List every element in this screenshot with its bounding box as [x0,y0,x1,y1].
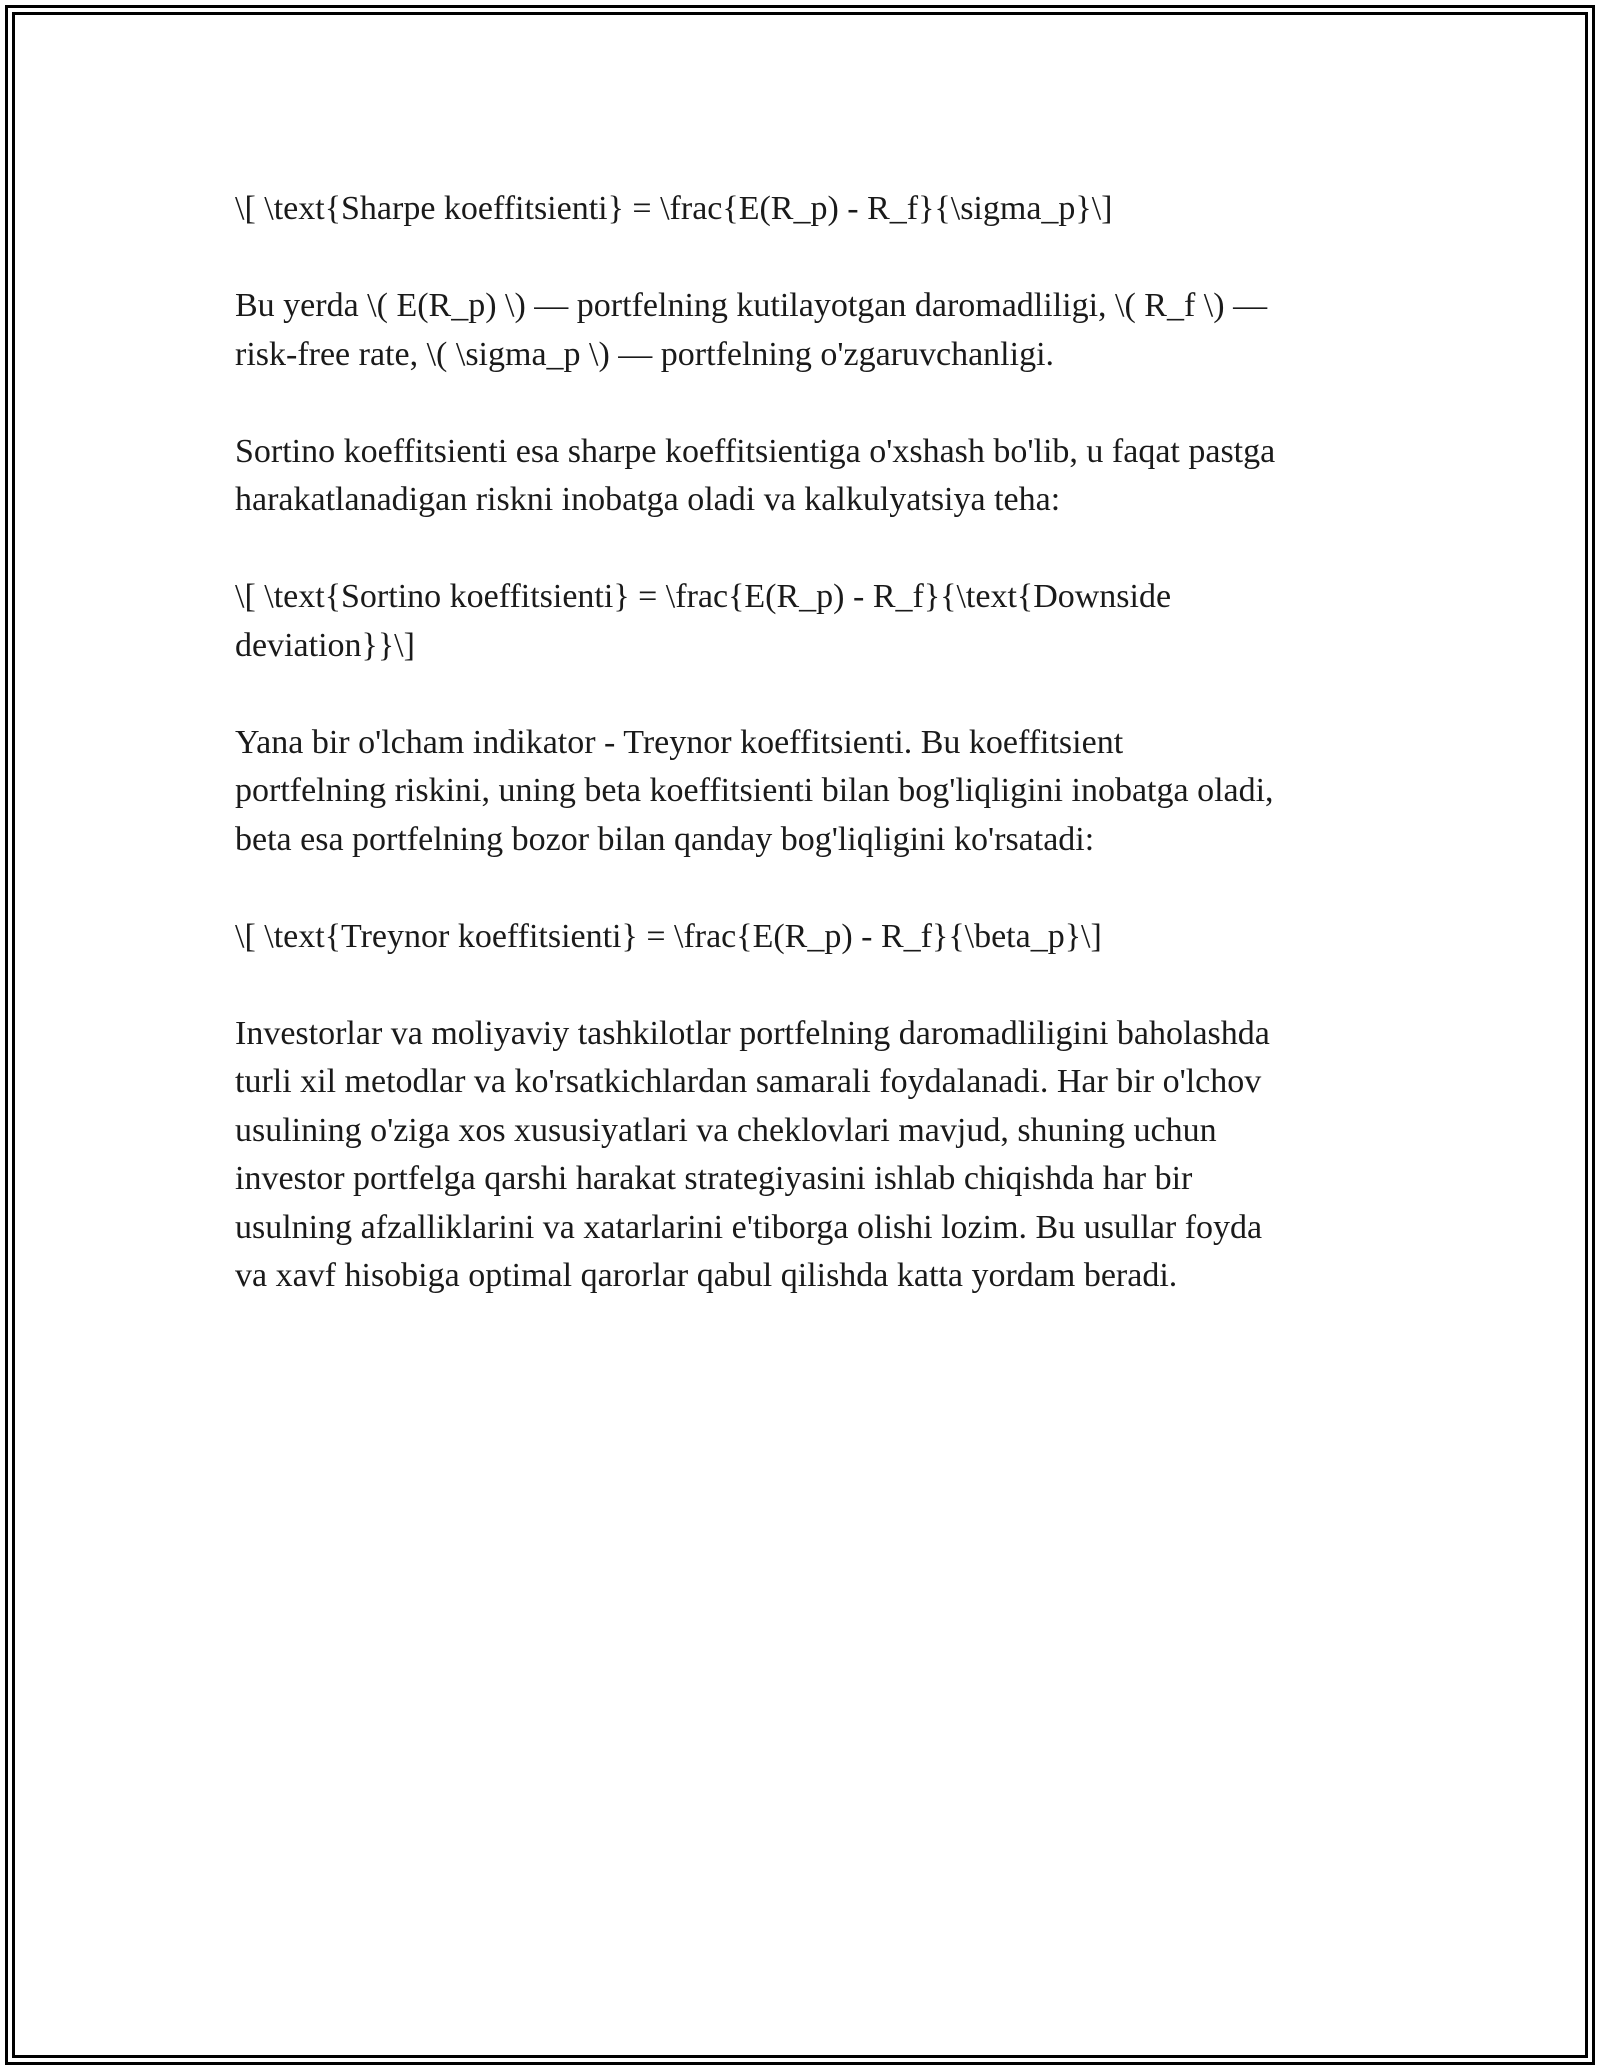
sortino-formula: \[ \text{Sortino koeffitsienti} = \frac{E(R_p) - R_f}{\text{Downside deviation}}\] [235,578,1172,664]
sortino-intro-paragraph: Sortino koeffitsienti esa sharpe koeffitsientiga o'xshash bo'lib, u faqat pastga harakatlanadigan riskni inobatga oladi va kalkulyatsiya teha: [235,432,1276,518]
conclusion-paragraph: Investorlar va moliyaviy tashkilotlar portfelning daromadliligini baholashda turli xil metodlar va ko'rsatkichlardan samarali foydalanadi. Har bir o'lchov usulining o'ziga xos xususiyatlari va cheklovlari mavjud, shuning uchun investor portfelga qarshi harakat strategiyasini ishlab chiqishda har bir usulning afzalliklarini va xatarlarini e'tiborga olishi lozim. Bu usullar foyda va xavf hisobiga optimal qarorlar qabul qilishda katta yordam beradi. [235,1014,1270,1294]
treynor-intro-paragraph: Yana bir o'lcham indikator - Treynor koeffitsienti. Bu koeffitsient portfelning riskini, uning beta koeffitsienti bilan bog'liqligini inobatga oladi, beta esa portfelning bozor bilan qanday bog'liqligini ko'rsatadi: [235,723,1274,858]
sharpe-formula: \[ \text{Sharpe koeffitsienti} = \frac{E(R_p) - R_f}{\sigma_p}\] [235,190,1113,227]
treynor-formula: \[ \text{Treynor koeffitsienti} = \frac{E(R_p) - R_f}{\beta_p}\] [235,917,1102,955]
sharpe-definition-paragraph: Bu yerda \( E(R_p) \) — portfelning kutilayotgan daromadliligi, \( R_f \) — risk-free rate, \( \sigma_p \) — portfelning o'zgaruvchanligi. [235,287,1268,373]
document-body [235,185,1365,1301]
